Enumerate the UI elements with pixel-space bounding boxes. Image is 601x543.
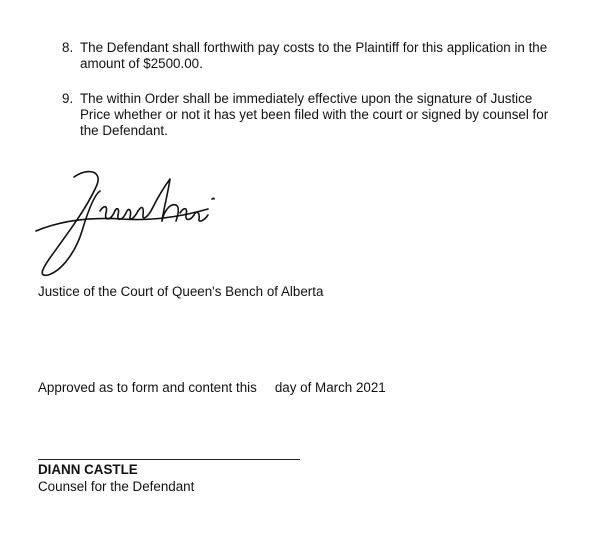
paragraph-8 — [62, 40, 552, 72]
approval-line — [38, 380, 386, 396]
approval-prefix: Approved as to form and content this — [38, 380, 257, 395]
counsel-role: Counsel for the Defendant — [38, 479, 195, 494]
handwritten-signature — [30, 165, 250, 280]
signature-line — [38, 459, 300, 460]
paragraph-text: The Defendant shall forthwith pay costs to the Plaintiff for this application in the amount of $2500.00. — [80, 40, 548, 71]
justice-title: Justice of the Court of Queen's Bench of Alberta — [38, 284, 324, 299]
paragraph-text: The within Order shall be immediately effective upon the signature of Justice Price whether or not it has yet been filed with the court or signed by counsel for the Defendant. — [80, 91, 549, 138]
paragraph-number: 8. — [62, 40, 74, 55]
paragraph-number: 9. — [62, 91, 74, 106]
approval-suffix: day of March 2021 — [274, 380, 386, 395]
counsel-name: DIANN CASTLE — [38, 462, 138, 477]
paragraph-9 — [62, 91, 552, 139]
